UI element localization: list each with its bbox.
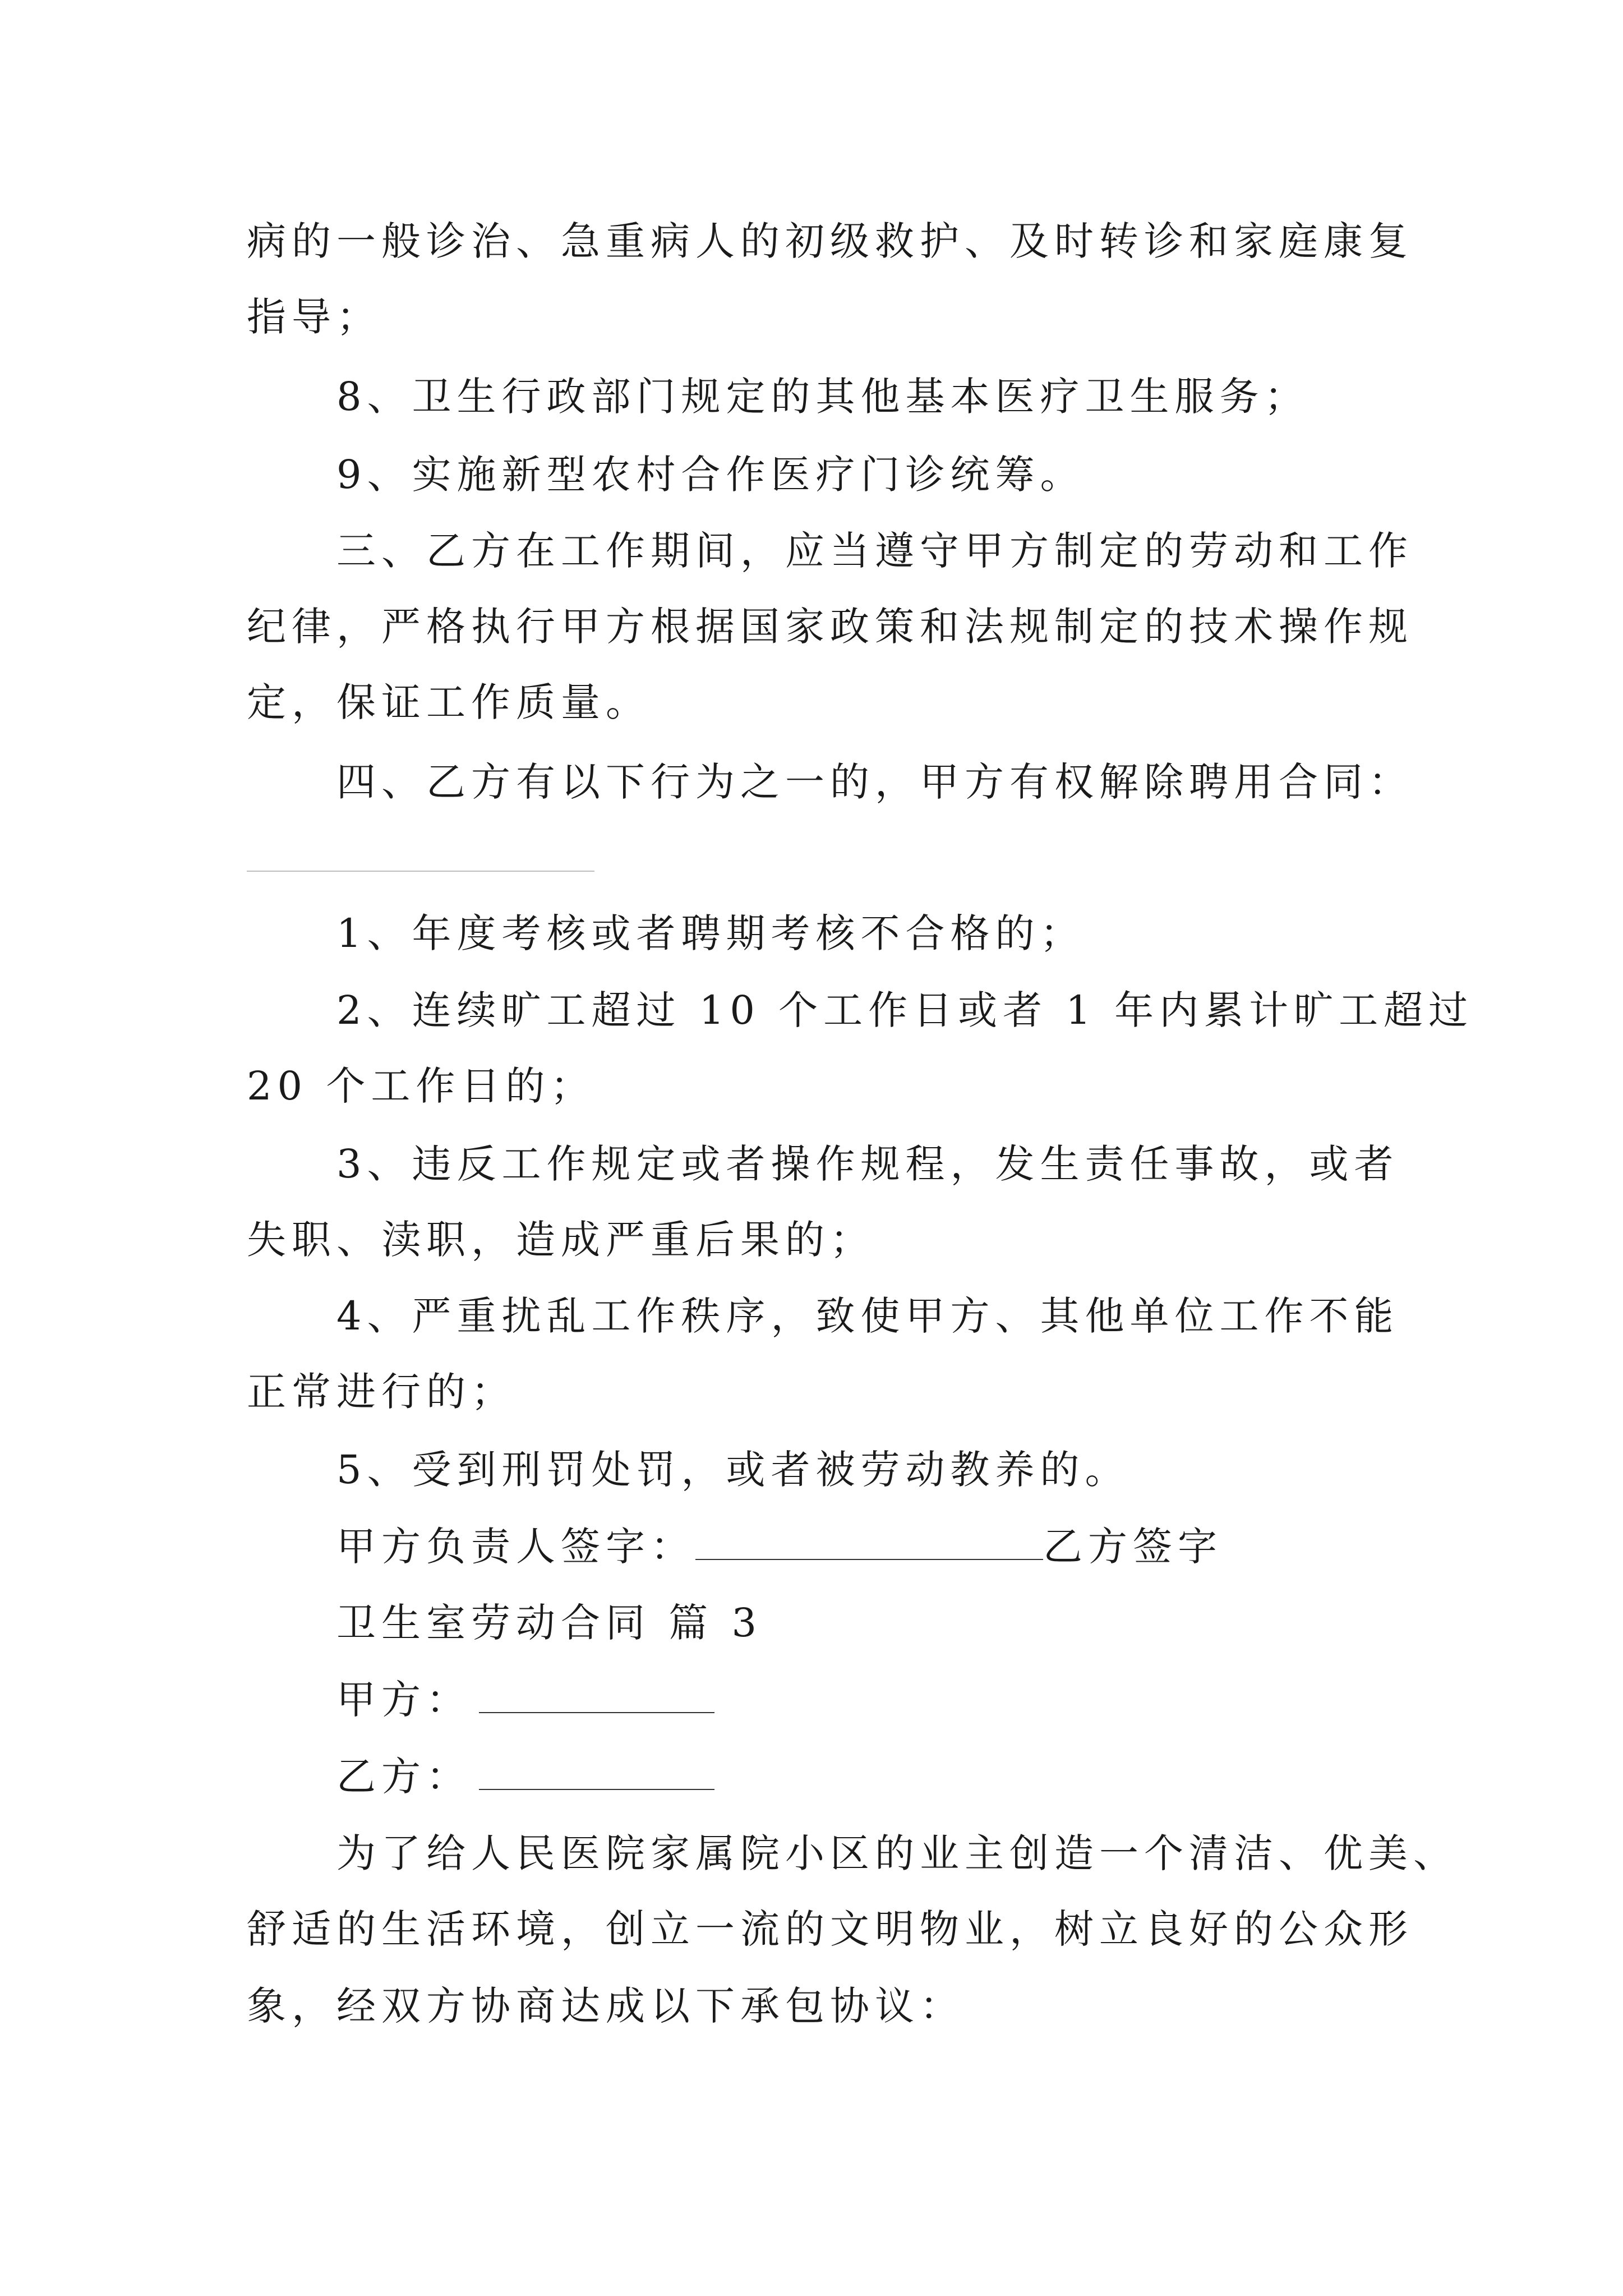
- clause-four: 四、乙方有以下行为之一的，甲方有权解除聘用合同：: [336, 759, 1413, 805]
- text-line: 20 个工作日的；: [247, 1063, 596, 1109]
- party-b-line: [336, 1751, 714, 1802]
- party-b-label: 乙方：: [336, 1754, 471, 1800]
- list-item-3: 3、违反工作规定或者操作规程，发生责任事故，或者: [336, 1141, 1399, 1187]
- text-line: 舒适的生活环境，创立一流的文明物业，树立良好的公众形: [247, 1906, 1413, 1952]
- clause-three: 三、乙方在工作期间，应当遵守甲方制定的劳动和工作: [336, 528, 1413, 574]
- text-line: 指导；: [247, 294, 381, 340]
- text-line: 定，保证工作质量。: [247, 679, 651, 725]
- text-line: 象，经双方协商达成以下承包协议：: [247, 1983, 965, 2029]
- intro-paragraph: 为了给人民医院家属院小区的业主创造一个清洁、优美、: [336, 1830, 1458, 1876]
- list-item-1: 1、年度考核或者聘期考核不合格的；: [336, 910, 1085, 956]
- list-item-5: 5、受到刑罚处罚，或者被劳动教养的。: [336, 1447, 1130, 1493]
- text-line: 正常进行的；: [247, 1369, 516, 1415]
- party-b-blank: [479, 1754, 714, 1790]
- list-item-9: 9、实施新型农村合作医疗门诊统筹。: [336, 452, 1085, 498]
- text-line: 失职、渎职，造成严重后果的；: [247, 1217, 875, 1263]
- party-b-signature-label: 乙方签字: [1043, 1524, 1223, 1570]
- text-line: 病的一般诊治、急重病人的初级救护、及时转诊和家庭康复: [247, 218, 1413, 264]
- section-title: 卫生室劳动合同 篇 3: [336, 1600, 763, 1646]
- signature-line: [336, 1521, 1223, 1572]
- party-a-line: [336, 1674, 714, 1725]
- party-a-signature-blank: [695, 1524, 1043, 1560]
- list-item-2: 2、连续旷工超过 10 个工作日或者 1 年内累计旷工超过: [336, 987, 1474, 1033]
- list-item-8: 8、卫生行政部门规定的其他基本医疗卫生服务；: [336, 374, 1310, 420]
- list-item-4: 4、严重扰乱工作秩序，致使甲方、其他单位工作不能: [336, 1293, 1399, 1339]
- party-a-signature-label: 甲方负责人签字：: [336, 1524, 695, 1570]
- divider-line: [247, 871, 594, 872]
- text-line: 纪律，严格执行甲方根据国家政策和法规制定的技术操作规: [247, 604, 1413, 650]
- party-a-blank: [479, 1677, 714, 1713]
- party-a-label: 甲方：: [336, 1677, 471, 1723]
